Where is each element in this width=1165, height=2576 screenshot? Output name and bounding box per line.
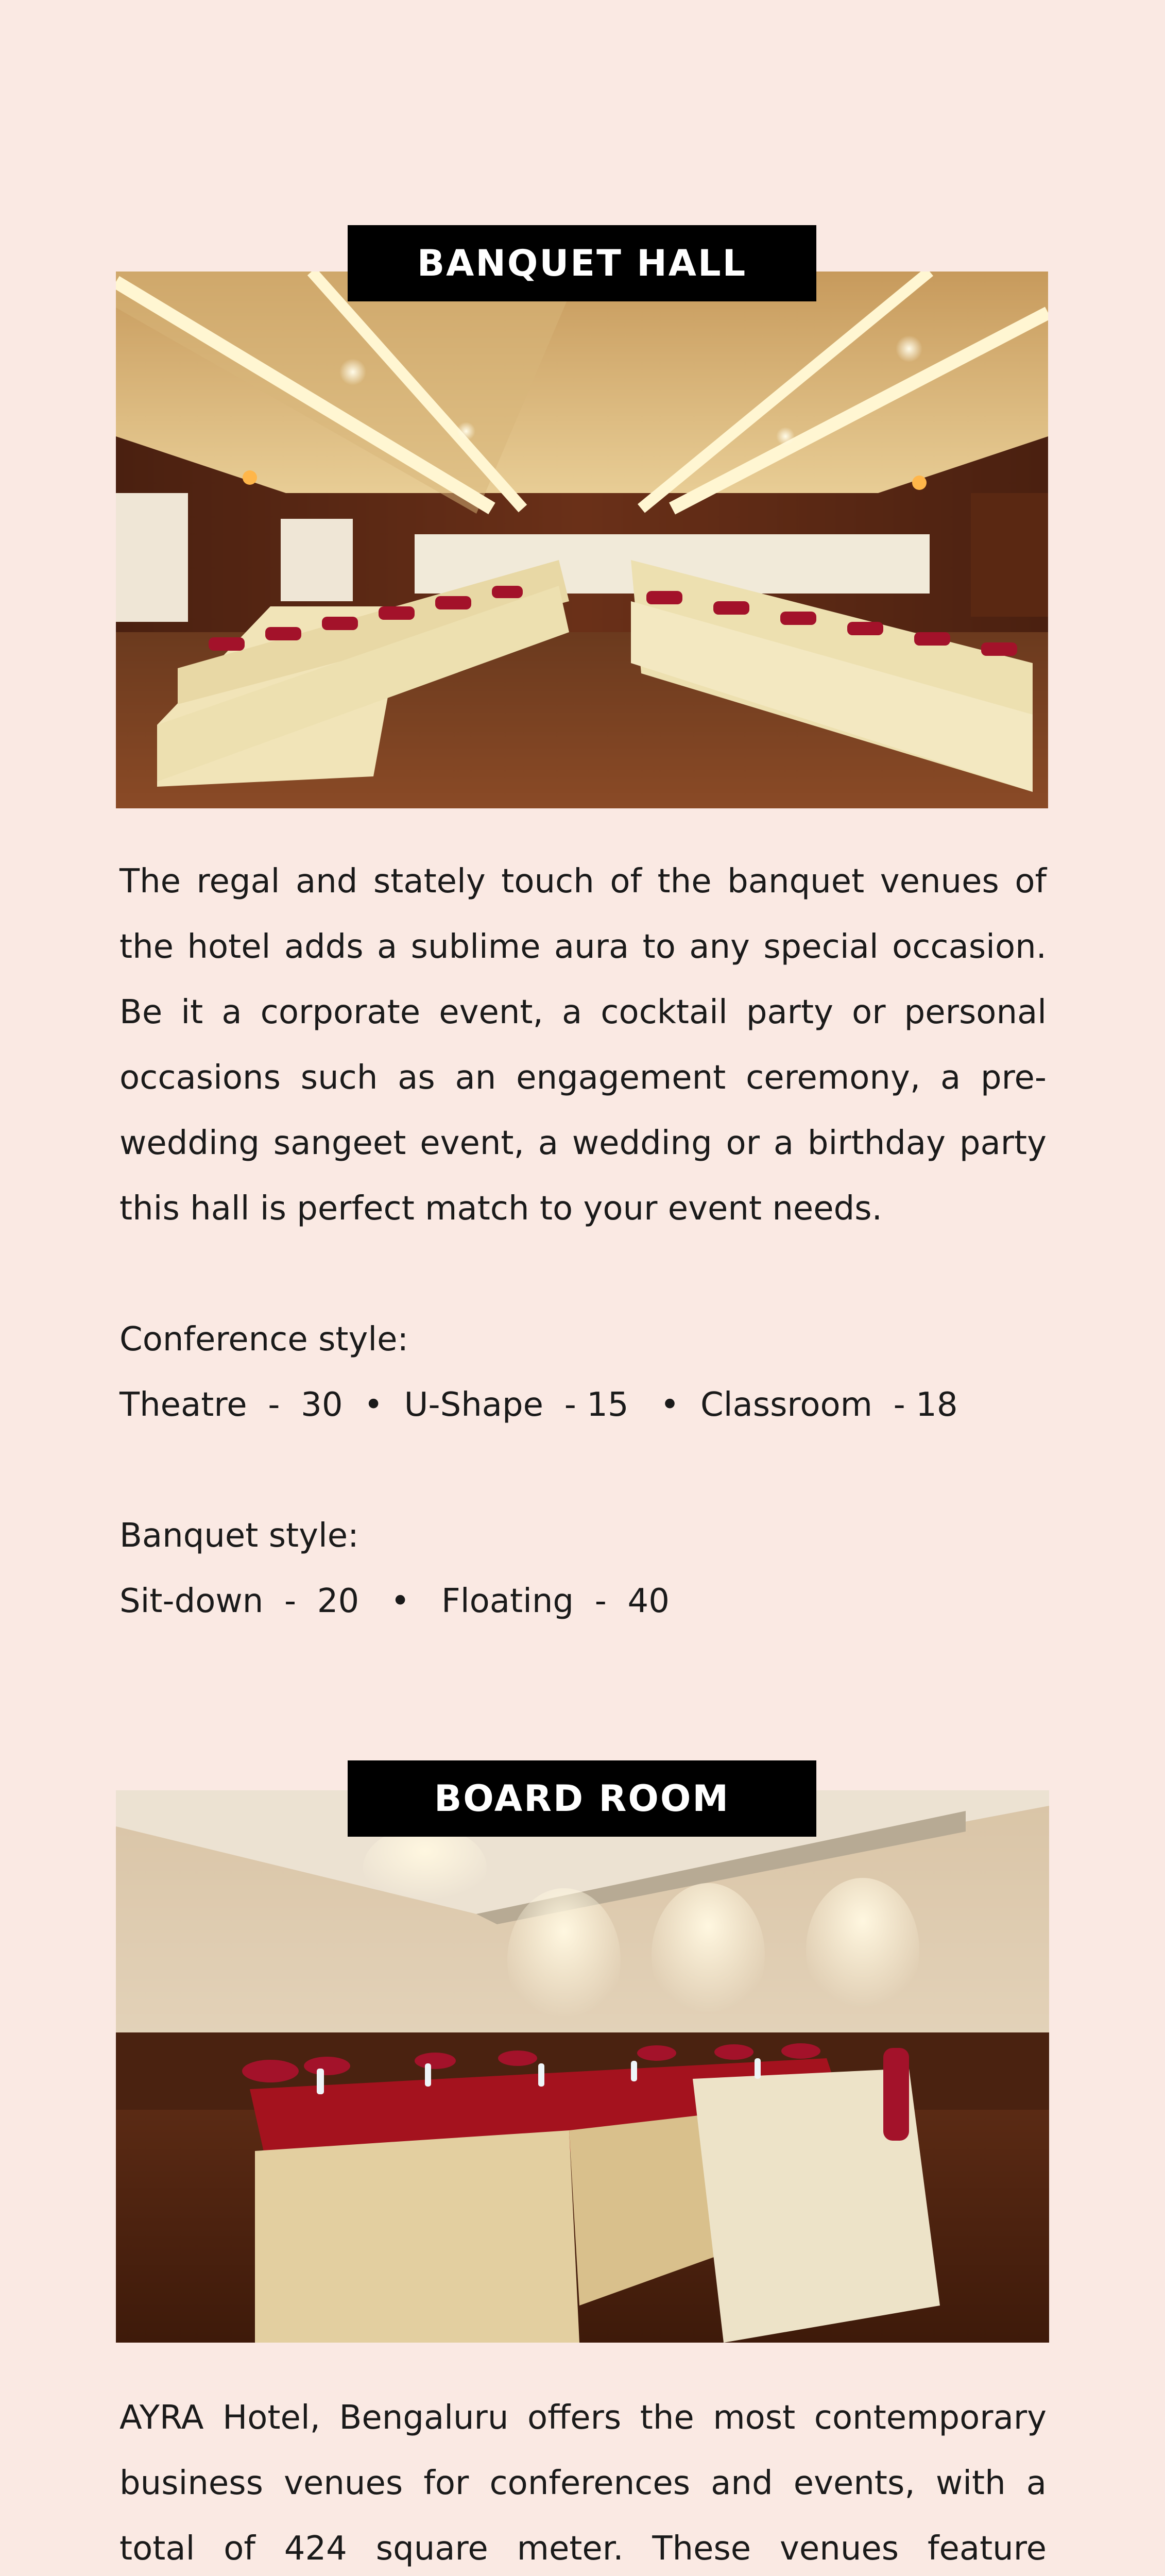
conference-style-label: Conference style: xyxy=(119,1320,409,1359)
board-room-description: AYRA Hotel, Bengaluru offers the most contemporary business venues for conferences and events, with a total of 424 square meter. These venues feature xyxy=(119,2399,1047,2568)
conference-style-values: Theatre - 30 • U-Shape - 15 • Classroom - 18 xyxy=(119,1386,958,1424)
board-room-text xyxy=(119,2385,1047,2576)
board-room-photo xyxy=(116,1790,1049,2343)
banquet-hall-title: BANQUET HALL xyxy=(348,225,816,301)
board-room-title: BOARD ROOM xyxy=(348,1760,816,1837)
banquet-hall-description: The regal and stately touch of the banquet venues of the hotel adds a sublime aura to any special occasion. Be it a corporate event, a cocktail party or personal occasions such as an engagement ceremony, a pre-wedding sangeet event, a wedding or a birthday party this hall is perfect match to your event needs. xyxy=(119,862,1047,1228)
banquet-hall-text xyxy=(119,849,1047,1634)
banquet-style-label: Banquet style: xyxy=(119,1517,359,1555)
banquet-style-values: Sit-down - 20 • Floating - 40 xyxy=(119,1582,670,1620)
banquet-hall-photo xyxy=(116,272,1048,808)
